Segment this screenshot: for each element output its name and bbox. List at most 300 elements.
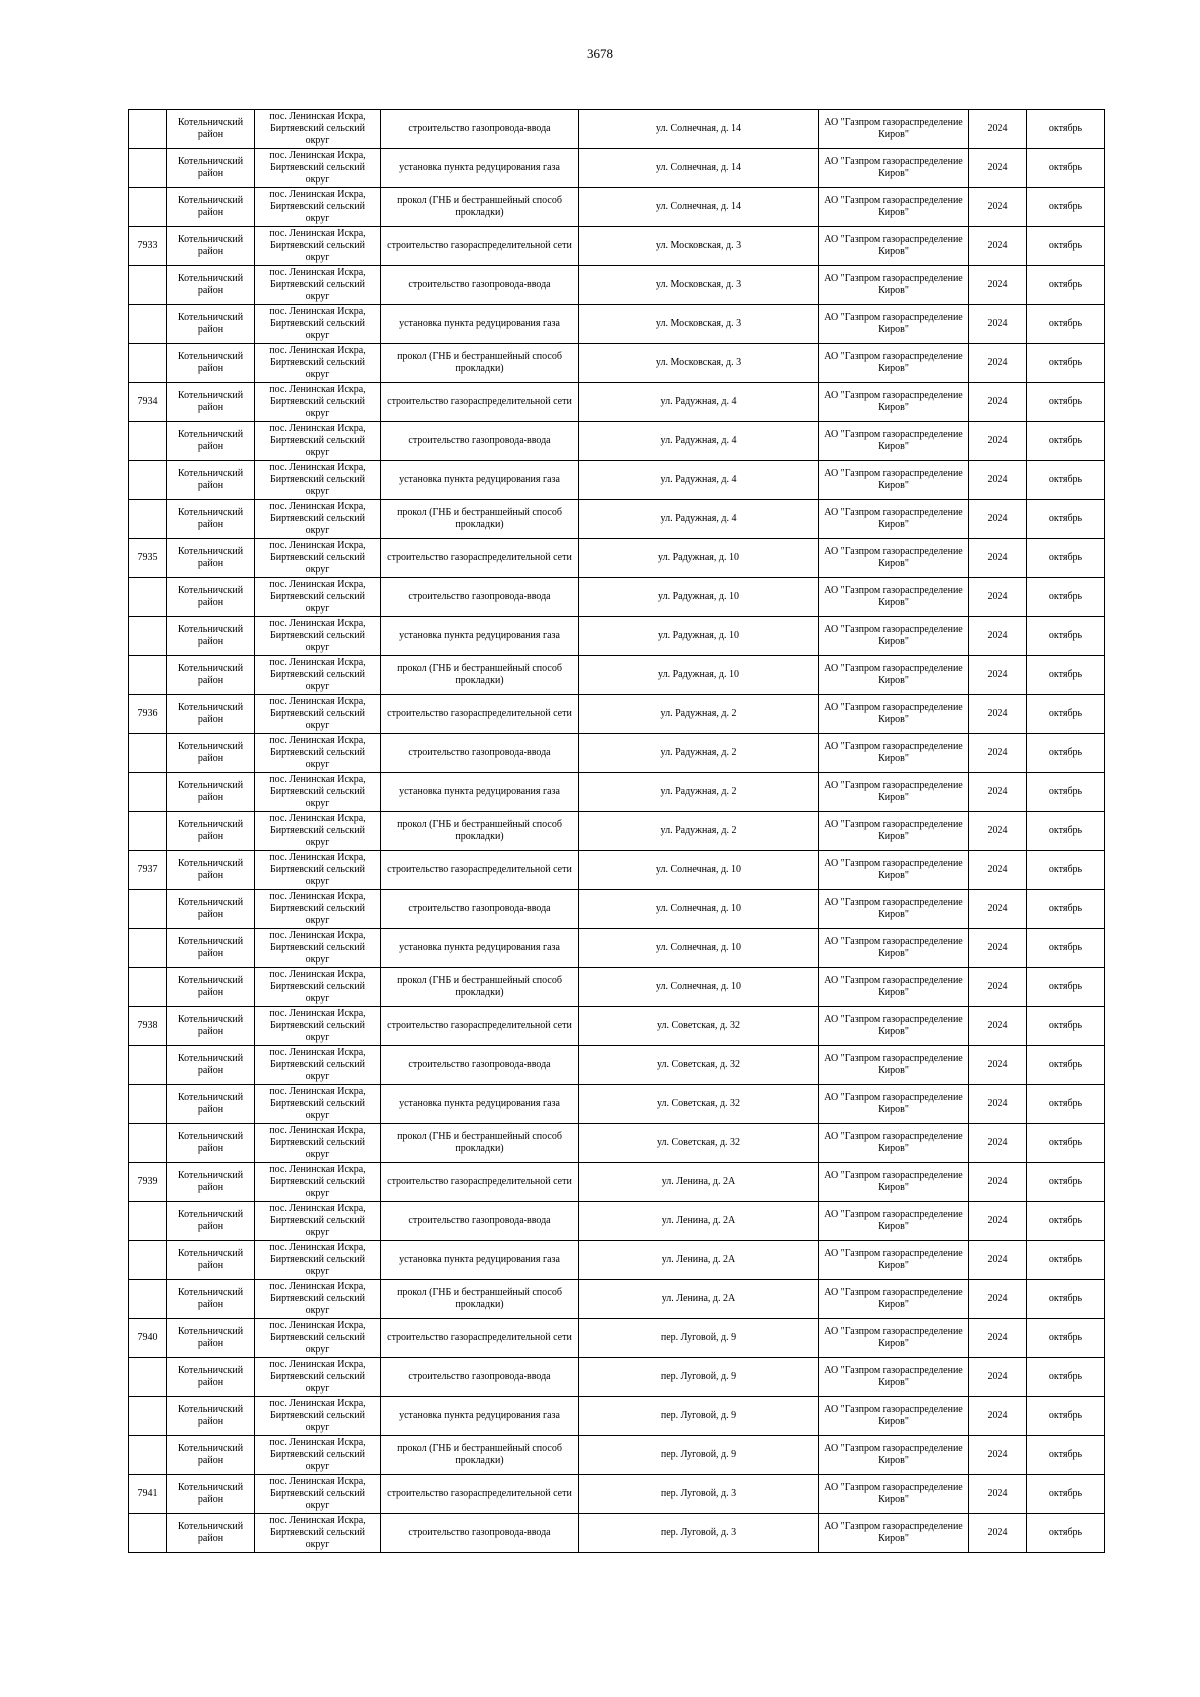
- month-cell-text: октябрь: [1048, 864, 1083, 875]
- address-cell-text: пер. Луговой, д. 3: [660, 1488, 737, 1499]
- table-row: [129, 929, 1105, 968]
- year-cell: [969, 1046, 1027, 1085]
- table-row: [129, 305, 1105, 344]
- district-cell-text: Котельничский район: [177, 858, 244, 881]
- year-cell-text: 2024: [987, 708, 1008, 719]
- settlement-cell: [255, 110, 381, 149]
- month-cell: [1027, 1436, 1105, 1475]
- year-cell: [969, 1475, 1027, 1514]
- district-cell-text: Котельничский район: [177, 819, 244, 842]
- settlement-cell: [255, 968, 381, 1007]
- row-number-cell-text: 7940: [137, 1332, 158, 1343]
- table-row: [129, 617, 1105, 656]
- year-cell-text: 2024: [987, 903, 1008, 914]
- district-cell-text: Котельничский район: [177, 234, 244, 257]
- settlement-cell: [255, 1124, 381, 1163]
- address-cell: [579, 305, 819, 344]
- year-cell-text: 2024: [987, 1332, 1008, 1343]
- settlement-cell-text: пос. Ленинская Искра, Биртяевский сельский округ: [269, 501, 366, 536]
- year-cell: [969, 929, 1027, 968]
- table-row: [129, 1514, 1105, 1553]
- address-cell-text: ул. Ленина, д. 2А: [661, 1176, 736, 1187]
- address-cell: [579, 227, 819, 266]
- district-cell-text: Котельничский район: [177, 1170, 244, 1193]
- work-type-cell-text: прокол (ГНБ и бестраншейный способ прокладки): [397, 351, 562, 374]
- district-cell-text: Котельничский район: [177, 1209, 244, 1232]
- row-number-cell-text: 7933: [137, 240, 158, 251]
- work-type-cell-text: прокол (ГНБ и бестраншейный способ прокладки): [397, 663, 562, 686]
- address-cell: [579, 812, 819, 851]
- month-cell: [1027, 383, 1105, 422]
- settlement-cell: [255, 1202, 381, 1241]
- year-cell: [969, 227, 1027, 266]
- settlement-cell-text: пос. Ленинская Искра, Биртяевский сельский округ: [269, 267, 366, 302]
- work-type-cell: [381, 1124, 579, 1163]
- organization-cell: [819, 539, 969, 578]
- settlement-cell: [255, 344, 381, 383]
- work-type-cell-text: установка пункта редуцирования газа: [399, 1098, 560, 1109]
- organization-cell-text: АО "Газпром газораспределение Киров": [824, 1248, 963, 1271]
- address-cell: [579, 656, 819, 695]
- organization-cell: [819, 1046, 969, 1085]
- district-cell-text: Котельничский район: [177, 390, 244, 413]
- organization-cell-text: АО "Газпром газораспределение Киров": [824, 507, 963, 530]
- year-cell: [969, 266, 1027, 305]
- month-cell: [1027, 500, 1105, 539]
- organization-cell: [819, 305, 969, 344]
- month-cell: [1027, 1358, 1105, 1397]
- month-cell-text: октябрь: [1048, 1410, 1083, 1421]
- month-cell-text: октябрь: [1048, 669, 1083, 680]
- month-cell-text: октябрь: [1048, 318, 1083, 329]
- row-number-cell: [129, 1358, 167, 1397]
- month-cell-text: октябрь: [1048, 1293, 1083, 1304]
- organization-cell: [819, 968, 969, 1007]
- table-row: [129, 695, 1105, 734]
- settlement-cell-text: пос. Ленинская Искра, Биртяевский сельский округ: [269, 930, 366, 965]
- district-cell: [167, 890, 255, 929]
- address-cell: [579, 1397, 819, 1436]
- organization-cell-text: АО "Газпром газораспределение Киров": [824, 780, 963, 803]
- table-row: [129, 1163, 1105, 1202]
- gasification-table: [128, 109, 1105, 1553]
- address-cell-text: ул. Солнечная, д. 14: [655, 201, 742, 212]
- row-number-cell-text: 7937: [137, 864, 158, 875]
- work-type-cell: [381, 1280, 579, 1319]
- year-cell-text: 2024: [987, 1410, 1008, 1421]
- work-type-cell-text: установка пункта редуцирования газа: [399, 630, 560, 641]
- organization-cell-text: АО "Газпром газораспределение Киров": [824, 117, 963, 140]
- organization-cell-text: АО "Газпром газораспределение Киров": [824, 702, 963, 725]
- month-cell-text: октябрь: [1048, 552, 1083, 563]
- settlement-cell-text: пос. Ленинская Искра, Биртяевский сельский округ: [269, 540, 366, 575]
- settlement-cell: [255, 812, 381, 851]
- address-cell-text: ул. Радужная, д. 10: [658, 591, 739, 602]
- district-cell: [167, 305, 255, 344]
- organization-cell-text: АО "Газпром газораспределение Киров": [824, 1326, 963, 1349]
- work-type-cell: [381, 110, 579, 149]
- month-cell: [1027, 929, 1105, 968]
- district-cell-text: Котельничский район: [177, 351, 244, 374]
- organization-cell-text: АО "Газпром газораспределение Киров": [824, 273, 963, 296]
- month-cell-text: октябрь: [1048, 1527, 1083, 1538]
- district-cell-text: Котельничский район: [177, 1365, 244, 1388]
- address-cell-text: ул. Радужная, д. 4: [660, 513, 737, 524]
- month-cell-text: октябрь: [1048, 396, 1083, 407]
- settlement-cell-text: пос. Ленинская Искра, Биртяевский сельский округ: [269, 1203, 366, 1238]
- settlement-cell-text: пос. Ленинская Искра, Биртяевский сельский округ: [269, 1398, 366, 1433]
- organization-cell: [819, 266, 969, 305]
- row-number-cell: [129, 266, 167, 305]
- month-cell-text: октябрь: [1048, 981, 1083, 992]
- table-row: [129, 1007, 1105, 1046]
- row-number-cell: [129, 1124, 167, 1163]
- table-row: [129, 422, 1105, 461]
- row-number-cell: [129, 500, 167, 539]
- work-type-cell-text: строительство газопровода-ввода: [408, 279, 551, 290]
- address-cell-text: ул. Московская, д. 3: [655, 240, 742, 251]
- year-cell-text: 2024: [987, 435, 1008, 446]
- year-cell-text: 2024: [987, 1215, 1008, 1226]
- organization-cell: [819, 656, 969, 695]
- settlement-cell: [255, 695, 381, 734]
- address-cell-text: ул. Радужная, д. 10: [658, 552, 739, 563]
- organization-cell: [819, 188, 969, 227]
- month-cell: [1027, 851, 1105, 890]
- organization-cell-text: АО "Газпром газораспределение Киров": [824, 195, 963, 218]
- district-cell: [167, 734, 255, 773]
- month-cell: [1027, 1007, 1105, 1046]
- settlement-cell-text: пос. Ленинская Искра, Биртяевский сельский округ: [269, 1515, 366, 1550]
- district-cell-text: Котельничский район: [177, 1131, 244, 1154]
- settlement-cell: [255, 539, 381, 578]
- table-row: [129, 461, 1105, 500]
- address-cell: [579, 1280, 819, 1319]
- work-type-cell-text: установка пункта редуцирования газа: [399, 162, 560, 173]
- row-number-cell: [129, 812, 167, 851]
- year-cell-text: 2024: [987, 1098, 1008, 1109]
- month-cell: [1027, 539, 1105, 578]
- address-cell: [579, 383, 819, 422]
- table-row: [129, 773, 1105, 812]
- work-type-cell: [381, 851, 579, 890]
- row-number-cell: [129, 149, 167, 188]
- month-cell: [1027, 1514, 1105, 1553]
- month-cell-text: октябрь: [1048, 1098, 1083, 1109]
- organization-cell-text: АО "Газпром газораспределение Киров": [824, 1482, 963, 1505]
- organization-cell-text: АО "Газпром газораспределение Киров": [824, 897, 963, 920]
- organization-cell-text: АО "Газпром газораспределение Киров": [824, 858, 963, 881]
- table-row: [129, 1280, 1105, 1319]
- row-number-cell: [129, 461, 167, 500]
- district-cell-text: Котельничский район: [177, 1521, 244, 1544]
- settlement-cell: [255, 188, 381, 227]
- work-type-cell: [381, 188, 579, 227]
- district-cell-text: Котельничский район: [177, 780, 244, 803]
- district-cell-text: Котельничский район: [177, 585, 244, 608]
- address-cell-text: пер. Луговой, д. 9: [660, 1410, 737, 1421]
- year-cell-text: 2024: [987, 552, 1008, 563]
- work-type-cell: [381, 812, 579, 851]
- month-cell: [1027, 656, 1105, 695]
- district-cell: [167, 1358, 255, 1397]
- month-cell: [1027, 110, 1105, 149]
- district-cell-text: Котельничский район: [177, 507, 244, 530]
- organization-cell-text: АО "Газпром газораспределение Киров": [824, 624, 963, 647]
- row-number-cell: [129, 1475, 167, 1514]
- work-type-cell: [381, 695, 579, 734]
- table-row: [129, 110, 1105, 149]
- table-row: [129, 539, 1105, 578]
- address-cell: [579, 1358, 819, 1397]
- address-cell-text: ул. Радужная, д. 4: [660, 396, 737, 407]
- table-row: [129, 1202, 1105, 1241]
- settlement-cell: [255, 500, 381, 539]
- settlement-cell-text: пос. Ленинская Искра, Биртяевский сельский округ: [269, 1437, 366, 1472]
- address-cell: [579, 1319, 819, 1358]
- address-cell-text: пер. Луговой, д. 9: [660, 1332, 737, 1343]
- work-type-cell-text: строительство газораспределительной сети: [387, 708, 572, 719]
- settlement-cell: [255, 1358, 381, 1397]
- year-cell: [969, 1085, 1027, 1124]
- row-number-cell: [129, 1436, 167, 1475]
- month-cell: [1027, 422, 1105, 461]
- year-cell-text: 2024: [987, 318, 1008, 329]
- work-type-cell-text: строительство газораспределительной сети: [387, 864, 572, 875]
- settlement-cell-text: пос. Ленинская Искра, Биртяевский сельский округ: [269, 1281, 366, 1316]
- row-number-cell: [129, 968, 167, 1007]
- row-number-cell: [129, 1319, 167, 1358]
- month-cell: [1027, 890, 1105, 929]
- organization-cell-text: АО "Газпром газораспределение Киров": [824, 351, 963, 374]
- table-row: [129, 578, 1105, 617]
- organization-cell-text: АО "Газпром газораспределение Киров": [824, 1287, 963, 1310]
- settlement-cell: [255, 305, 381, 344]
- address-cell-text: ул. Радужная, д. 2: [660, 747, 737, 758]
- settlement-cell-text: пос. Ленинская Искра, Биртяевский сельский округ: [269, 1008, 366, 1043]
- work-type-cell-text: строительство газопровода-ввода: [408, 1371, 551, 1382]
- district-cell-text: Котельничский район: [177, 195, 244, 218]
- year-cell: [969, 578, 1027, 617]
- settlement-cell-text: пос. Ленинская Искра, Биртяевский сельский округ: [269, 1086, 366, 1121]
- row-number-cell: [129, 1202, 167, 1241]
- settlement-cell-text: пос. Ленинская Искра, Биртяевский сельский округ: [269, 618, 366, 653]
- work-type-cell-text: строительство газопровода-ввода: [408, 747, 551, 758]
- settlement-cell-text: пос. Ленинская Искра, Биртяевский сельский округ: [269, 579, 366, 614]
- year-cell: [969, 1280, 1027, 1319]
- row-number-cell: [129, 656, 167, 695]
- settlement-cell: [255, 851, 381, 890]
- work-type-cell-text: прокол (ГНБ и бестраншейный способ прокладки): [397, 1287, 562, 1310]
- organization-cell: [819, 1202, 969, 1241]
- district-cell-text: Котельничский район: [177, 429, 244, 452]
- row-number-cell: [129, 539, 167, 578]
- organization-cell-text: АО "Газпром газораспределение Киров": [824, 819, 963, 842]
- organization-cell-text: АО "Газпром газораспределение Киров": [824, 1365, 963, 1388]
- work-type-cell-text: строительство газораспределительной сети: [387, 240, 572, 251]
- address-cell-text: ул. Радужная, д. 2: [660, 708, 737, 719]
- table-row: [129, 734, 1105, 773]
- organization-cell: [819, 383, 969, 422]
- row-number-cell: [129, 1241, 167, 1280]
- row-number-cell: [129, 1085, 167, 1124]
- organization-cell: [819, 1124, 969, 1163]
- work-type-cell: [381, 773, 579, 812]
- organization-cell: [819, 1358, 969, 1397]
- settlement-cell-text: пос. Ленинская Искра, Биртяевский сельский округ: [269, 306, 366, 341]
- district-cell: [167, 344, 255, 383]
- district-cell: [167, 617, 255, 656]
- organization-cell-text: АО "Газпром газораспределение Киров": [824, 312, 963, 335]
- settlement-cell-text: пос. Ленинская Искра, Биртяевский сельский округ: [269, 1047, 366, 1082]
- district-cell: [167, 539, 255, 578]
- district-cell: [167, 266, 255, 305]
- organization-cell-text: АО "Газпром газораспределение Киров": [824, 936, 963, 959]
- organization-cell: [819, 812, 969, 851]
- year-cell-text: 2024: [987, 1254, 1008, 1265]
- year-cell-text: 2024: [987, 357, 1008, 368]
- address-cell-text: ул. Ленина, д. 2А: [661, 1293, 736, 1304]
- month-cell-text: октябрь: [1048, 825, 1083, 836]
- district-cell-text: Котельничский район: [177, 468, 244, 491]
- district-cell: [167, 656, 255, 695]
- settlement-cell-text: пос. Ленинская Искра, Биртяевский сельский округ: [269, 150, 366, 185]
- organization-cell-text: АО "Газпром газораспределение Киров": [824, 585, 963, 608]
- organization-cell-text: АО "Газпром газораспределение Киров": [824, 156, 963, 179]
- month-cell-text: октябрь: [1048, 357, 1083, 368]
- address-cell-text: ул. Московская, д. 3: [655, 279, 742, 290]
- settlement-cell-text: пос. Ленинская Искра, Биртяевский сельский округ: [269, 1164, 366, 1199]
- organization-cell-text: АО "Газпром газораспределение Киров": [824, 390, 963, 413]
- month-cell-text: октябрь: [1048, 1488, 1083, 1499]
- table-row: [129, 188, 1105, 227]
- month-cell-text: октябрь: [1048, 1332, 1083, 1343]
- address-cell-text: ул. Радужная, д. 10: [658, 669, 739, 680]
- row-number-cell-text: 7935: [137, 552, 158, 563]
- month-cell: [1027, 812, 1105, 851]
- settlement-cell: [255, 1397, 381, 1436]
- organization-cell-text: АО "Газпром газораспределение Киров": [824, 1209, 963, 1232]
- address-cell-text: ул. Московская, д. 3: [655, 318, 742, 329]
- address-cell-text: ул. Солнечная, д. 10: [655, 942, 742, 953]
- address-cell: [579, 1046, 819, 1085]
- work-type-cell: [381, 1085, 579, 1124]
- district-cell-text: Котельничский район: [177, 741, 244, 764]
- settlement-cell: [255, 1007, 381, 1046]
- work-type-cell-text: строительство газораспределительной сети: [387, 1488, 572, 1499]
- address-cell: [579, 188, 819, 227]
- address-cell-text: ул. Радужная, д. 4: [660, 474, 737, 485]
- work-type-cell: [381, 656, 579, 695]
- settlement-cell: [255, 383, 381, 422]
- year-cell-text: 2024: [987, 474, 1008, 485]
- year-cell-text: 2024: [987, 1137, 1008, 1148]
- address-cell-text: ул. Солнечная, д. 14: [655, 123, 742, 134]
- address-cell: [579, 110, 819, 149]
- organization-cell-text: АО "Газпром газораспределение Киров": [824, 1014, 963, 1037]
- year-cell-text: 2024: [987, 747, 1008, 758]
- settlement-cell: [255, 1514, 381, 1553]
- organization-cell: [819, 929, 969, 968]
- address-cell: [579, 968, 819, 1007]
- settlement-cell-text: пос. Ленинская Искра, Биртяевский сельский округ: [269, 1242, 366, 1277]
- year-cell: [969, 305, 1027, 344]
- month-cell: [1027, 1202, 1105, 1241]
- year-cell-text: 2024: [987, 942, 1008, 953]
- year-cell: [969, 1007, 1027, 1046]
- year-cell: [969, 695, 1027, 734]
- year-cell-text: 2024: [987, 279, 1008, 290]
- table-row: [129, 1397, 1105, 1436]
- year-cell-text: 2024: [987, 1293, 1008, 1304]
- row-number-cell: [129, 578, 167, 617]
- organization-cell: [819, 149, 969, 188]
- settlement-cell: [255, 266, 381, 305]
- month-cell: [1027, 617, 1105, 656]
- settlement-cell: [255, 1085, 381, 1124]
- year-cell-text: 2024: [987, 669, 1008, 680]
- month-cell-text: октябрь: [1048, 279, 1083, 290]
- month-cell: [1027, 305, 1105, 344]
- address-cell: [579, 1202, 819, 1241]
- year-cell-text: 2024: [987, 786, 1008, 797]
- work-type-cell: [381, 1202, 579, 1241]
- month-cell: [1027, 188, 1105, 227]
- district-cell: [167, 1124, 255, 1163]
- table-row: [129, 266, 1105, 305]
- month-cell-text: октябрь: [1048, 708, 1083, 719]
- address-cell-text: ул. Ленина, д. 2А: [661, 1254, 736, 1265]
- table-row: [129, 812, 1105, 851]
- row-number-cell: [129, 1007, 167, 1046]
- month-cell: [1027, 1475, 1105, 1514]
- row-number-cell: [129, 227, 167, 266]
- year-cell-text: 2024: [987, 201, 1008, 212]
- table-row: [129, 1319, 1105, 1358]
- settlement-cell: [255, 578, 381, 617]
- district-cell: [167, 1475, 255, 1514]
- row-number-cell: [129, 1280, 167, 1319]
- address-cell-text: пер. Луговой, д. 9: [660, 1371, 737, 1382]
- organization-cell-text: АО "Газпром газораспределение Киров": [824, 1404, 963, 1427]
- district-cell-text: Котельничский район: [177, 312, 244, 335]
- month-cell-text: октябрь: [1048, 1059, 1083, 1070]
- district-cell-text: Котельничский район: [177, 936, 244, 959]
- month-cell: [1027, 578, 1105, 617]
- work-type-cell: [381, 500, 579, 539]
- settlement-cell-text: пос. Ленинская Искра, Биртяевский сельский округ: [269, 969, 366, 1004]
- district-cell-text: Котельничский район: [177, 156, 244, 179]
- year-cell: [969, 1124, 1027, 1163]
- row-number-cell: [129, 110, 167, 149]
- district-cell: [167, 1397, 255, 1436]
- district-cell: [167, 1007, 255, 1046]
- settlement-cell: [255, 617, 381, 656]
- address-cell: [579, 539, 819, 578]
- row-number-cell: [129, 1514, 167, 1553]
- work-type-cell-text: строительство газопровода-ввода: [408, 123, 551, 134]
- work-type-cell-text: прокол (ГНБ и бестраншейный способ прокладки): [397, 507, 562, 530]
- address-cell-text: ул. Радужная, д. 2: [660, 786, 737, 797]
- organization-cell-text: АО "Газпром газораспределение Киров": [824, 468, 963, 491]
- settlement-cell: [255, 1319, 381, 1358]
- year-cell: [969, 110, 1027, 149]
- district-cell: [167, 188, 255, 227]
- district-cell-text: Котельничский район: [177, 1248, 244, 1271]
- organization-cell-text: АО "Газпром газораспределение Киров": [824, 663, 963, 686]
- row-number-cell: [129, 1163, 167, 1202]
- work-type-cell-text: строительство газопровода-ввода: [408, 1527, 551, 1538]
